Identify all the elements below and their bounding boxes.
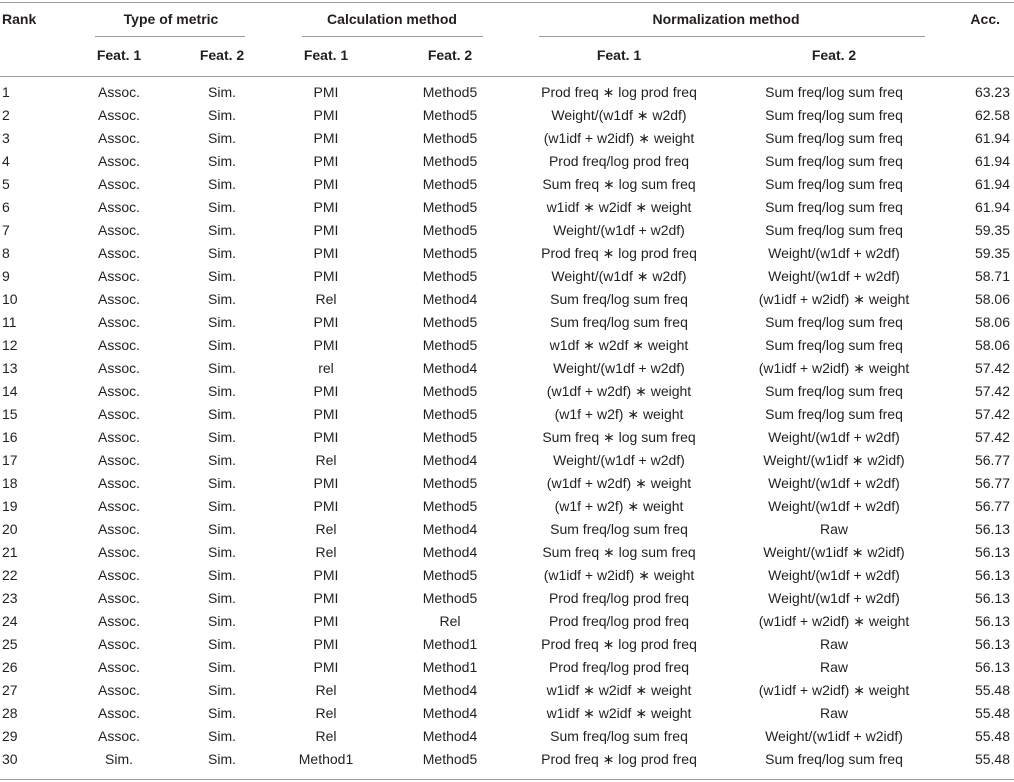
cell-calc-feat2: Method5 [422,153,478,169]
cell-norm-feat2: Sum freq/log sum freq [765,222,903,238]
cell-type-feat2: Sim. [208,452,236,468]
cell-rank: 11 [2,314,17,330]
cell-calc-feat2: Method4 [422,452,478,468]
header-acc: Acc. [970,11,1000,27]
cell-calc-feat1: Rel [315,452,337,468]
cell-norm-feat2: Sum freq/log sum freq [765,383,903,399]
cell-type-feat1: Assoc. [97,452,141,468]
cell-acc: 58.06 [974,291,1010,307]
cell-calc-feat2: Method5 [422,268,478,284]
cell-calc-feat1: Rel [315,705,337,721]
cell-calc-feat2: Method5 [422,314,478,330]
cell-type-feat1: Assoc. [97,475,141,491]
cell-calc-feat2: Method5 [422,383,478,399]
cell-calc-feat2: Method5 [422,107,478,123]
cell-norm-feat2: (w1idf + w2idf) ∗ weight [758,613,910,629]
cell-norm-feat1: w1idf ∗ w2idf ∗ weight [546,199,692,215]
cell-acc: 61.94 [974,176,1010,192]
cell-rank: 29 [2,728,18,744]
header-type-of-metric: Type of metric [123,11,219,27]
top-rule [0,2,1014,3]
cell-calc-feat2: Method5 [422,751,478,767]
cell-calc-feat1: PMI [313,383,339,399]
cell-norm-feat1: (w1df + w2df) ∗ weight [546,383,692,399]
cell-norm-feat2: Sum freq/log sum freq [765,751,903,767]
cell-calc-feat1: Rel [315,521,337,537]
cell-norm-feat1: Prod freq/log prod freq [548,153,690,169]
cell-acc: 56.77 [974,452,1010,468]
cell-type-feat1: Assoc. [97,314,141,330]
cell-calc-feat1: PMI [313,590,339,606]
cell-calc-feat2: Method5 [422,337,478,353]
cell-norm-feat1: Sum freq ∗ log sum freq [542,176,696,192]
header-rank: Rank [2,11,37,27]
cell-rank: 6 [2,199,10,215]
cell-norm-feat1: Sum freq/log sum freq [550,291,688,307]
cell-rank: 18 [2,475,18,491]
header-normalization-method: Normalization method [652,11,800,27]
cell-type-feat2: Sim. [208,337,236,353]
cell-type-feat2: Sim. [208,176,236,192]
calculation-method-rule [302,36,483,37]
cell-rank: 15 [2,406,18,422]
cell-rank: 5 [2,176,10,192]
cell-acc: 56.77 [974,498,1010,514]
cell-norm-feat2: Sum freq/log sum freq [765,107,903,123]
header-calc-feat2: Feat. 2 [427,47,473,63]
cell-norm-feat1: Prod freq/log prod freq [548,613,690,629]
cell-acc: 55.48 [974,682,1010,698]
cell-acc: 56.77 [974,475,1010,491]
cell-acc: 56.13 [974,613,1010,629]
cell-type-feat1: Assoc. [97,383,141,399]
cell-calc-feat2: Method4 [422,544,478,560]
header-norm-feat1: Feat. 1 [596,47,642,63]
cell-calc-feat2: Method5 [422,429,478,445]
cell-acc: 56.13 [974,567,1010,583]
cell-type-feat1: Assoc. [97,613,141,629]
cell-calc-feat1: PMI [313,268,339,284]
cell-type-feat2: Sim. [208,199,236,215]
cell-type-feat1: Assoc. [97,360,141,376]
cell-calc-feat2: Method5 [422,567,478,583]
cell-norm-feat2: Weight/(w1df + w2df) [768,245,900,261]
cell-rank: 26 [2,659,18,675]
cell-norm-feat2: (w1idf + w2idf) ∗ weight [758,291,910,307]
cell-acc: 58.06 [974,337,1010,353]
cell-acc: 56.13 [974,636,1010,652]
cell-calc-feat2: Method5 [422,199,478,215]
cell-calc-feat2: Method5 [422,176,478,192]
cell-calc-feat2: Method4 [422,291,478,307]
cell-type-feat1: Assoc. [97,176,141,192]
cell-calc-feat1: PMI [313,130,339,146]
cell-acc: 55.48 [974,751,1010,767]
cell-norm-feat2: Weight/(w1df + w2df) [768,567,900,583]
cell-acc: 58.71 [974,268,1010,284]
cell-norm-feat1: (w1df + w2df) ∗ weight [546,475,692,491]
cell-calc-feat2: Method5 [422,84,478,100]
cell-norm-feat1: Prod freq/log prod freq [548,590,690,606]
cell-type-feat1: Assoc. [97,84,141,100]
cell-type-feat2: Sim. [208,130,236,146]
cell-acc: 61.94 [974,153,1010,169]
cell-type-feat1: Assoc. [97,498,141,514]
cell-type-feat2: Sim. [208,521,236,537]
cell-acc: 56.13 [974,544,1010,560]
cell-norm-feat1: Sum freq/log sum freq [550,521,688,537]
cell-rank: 24 [2,613,18,629]
cell-type-feat1: Assoc. [97,130,141,146]
cell-rank: 23 [2,590,18,606]
cell-calc-feat2: Method5 [422,222,478,238]
cell-type-feat1: Assoc. [97,153,141,169]
cell-norm-feat1: Sum freq/log sum freq [550,728,688,744]
cell-norm-feat1: w1df ∗ w2df ∗ weight [549,337,689,353]
cell-norm-feat2: Raw [819,705,849,721]
cell-calc-feat2: Method5 [422,406,478,422]
cell-norm-feat2: Sum freq/log sum freq [765,199,903,215]
cell-rank: 13 [2,360,18,376]
cell-norm-feat2: Sum freq/log sum freq [765,337,903,353]
cell-norm-feat2: (w1idf + w2idf) ∗ weight [758,682,910,698]
cell-rank: 8 [2,245,10,261]
cell-rank: 7 [2,222,10,238]
cell-type-feat1: Assoc. [97,337,141,353]
cell-type-feat2: Sim. [208,498,236,514]
cell-norm-feat2: Weight/(w1df + w2df) [768,475,900,491]
cell-acc: 61.94 [974,199,1010,215]
cell-calc-feat1: PMI [313,475,339,491]
cell-rank: 28 [2,705,18,721]
cell-type-feat2: Sim. [208,751,236,767]
cell-calc-feat2: Method1 [422,636,478,652]
normalization-method-rule [539,36,925,37]
cell-calc-feat2: Method5 [422,245,478,261]
cell-calc-feat2: Method4 [422,360,478,376]
cell-type-feat2: Sim. [208,429,236,445]
cell-rank: 4 [2,153,10,169]
cell-acc: 59.35 [974,245,1010,261]
cell-type-feat1: Assoc. [97,659,141,675]
cell-calc-feat1: Method1 [298,751,354,767]
cell-rank: 9 [2,268,10,284]
cell-norm-feat1: Prod freq ∗ log prod freq [541,636,697,652]
cell-norm-feat1: Prod freq/log prod freq [548,659,690,675]
cell-calc-feat2: Method4 [422,521,478,537]
cell-acc: 57.42 [974,360,1010,376]
cell-calc-feat1: PMI [313,406,339,422]
cell-acc: 56.13 [974,659,1010,675]
cell-norm-feat1: Sum freq/log sum freq [550,314,688,330]
cell-calc-feat1: Rel [315,728,337,744]
cell-calc-feat1: PMI [313,613,339,629]
cell-type-feat1: Assoc. [97,199,141,215]
cell-type-feat2: Sim. [208,268,236,284]
cell-acc: 59.35 [974,222,1010,238]
cell-norm-feat2: Weight/(w1df + w2df) [768,429,900,445]
cell-norm-feat1: Prod freq ∗ log prod freq [541,84,697,100]
cell-calc-feat1: Rel [315,291,337,307]
cell-calc-feat2: Method4 [422,705,478,721]
bottom-rule [0,779,1014,780]
cell-type-feat1: Assoc. [97,245,141,261]
cell-rank: 17 [2,452,18,468]
cell-calc-feat1: PMI [313,107,339,123]
cell-type-feat1: Assoc. [97,107,141,123]
cell-calc-feat2: Rel [439,613,461,629]
cell-type-feat2: Sim. [208,682,236,698]
cell-type-feat1: Assoc. [97,268,141,284]
cell-rank: 10 [2,291,18,307]
cell-type-feat1: Assoc. [97,705,141,721]
cell-type-feat2: Sim. [208,659,236,675]
cell-calc-feat1: PMI [313,222,339,238]
cell-rank: 3 [2,130,10,146]
cell-type-feat2: Sim. [208,360,236,376]
cell-rank: 19 [2,498,18,514]
cell-type-feat2: Sim. [208,291,236,307]
cell-calc-feat1: PMI [313,199,339,215]
cell-norm-feat1: (w1idf + w2idf) ∗ weight [543,567,695,583]
cell-calc-feat2: Method1 [422,659,478,675]
cell-norm-feat1: Weight/(w1df ∗ w2df) [551,107,687,123]
header-bottom-rule [0,76,1014,77]
cell-acc: 58.06 [974,314,1010,330]
cell-calc-feat1: PMI [313,84,339,100]
cell-type-feat2: Sim. [208,636,236,652]
cell-norm-feat1: Weight/(w1df + w2df) [553,222,685,238]
cell-norm-feat2: Raw [819,521,849,537]
cell-acc: 62.58 [974,107,1010,123]
header-calc-feat1: Feat. 1 [303,47,349,63]
cell-rank: 12 [2,337,18,353]
cell-calc-feat1: PMI [313,636,339,652]
cell-norm-feat2: Raw [819,659,849,675]
header-type-feat2: Feat. 2 [199,47,245,63]
cell-rank: 2 [2,107,10,123]
cell-acc: 55.48 [974,728,1010,744]
cell-norm-feat1: Weight/(w1df + w2df) [553,452,685,468]
cell-norm-feat1: w1idf ∗ w2idf ∗ weight [546,705,692,721]
cell-norm-feat2: Weight/(w1df + w2df) [768,590,900,606]
cell-norm-feat1: Prod freq ∗ log prod freq [541,245,697,261]
cell-norm-feat1: (w1f + w2f) ∗ weight [554,498,684,514]
cell-rank: 22 [2,567,18,583]
cell-type-feat1: Assoc. [97,521,141,537]
cell-calc-feat1: PMI [313,153,339,169]
cell-norm-feat2: Sum freq/log sum freq [765,153,903,169]
cell-type-feat2: Sim. [208,613,236,629]
cell-rank: 14 [2,383,18,399]
cell-type-feat2: Sim. [208,383,236,399]
cell-type-feat2: Sim. [208,475,236,491]
header-norm-feat2: Feat. 2 [811,47,857,63]
cell-type-feat1: Assoc. [97,728,141,744]
cell-rank: 1 [2,84,10,100]
cell-type-feat2: Sim. [208,406,236,422]
cell-type-feat2: Sim. [208,728,236,744]
cell-norm-feat2: Weight/(w1df + w2df) [768,498,900,514]
cell-norm-feat2: Weight/(w1df + w2df) [768,268,900,284]
cell-norm-feat1: Sum freq ∗ log sum freq [542,544,696,560]
cell-type-feat1: Assoc. [97,544,141,560]
cell-calc-feat1: PMI [313,429,339,445]
cell-type-feat1: Assoc. [97,682,141,698]
cell-type-feat2: Sim. [208,222,236,238]
cell-acc: 57.42 [974,383,1010,399]
cell-calc-feat2: Method4 [422,682,478,698]
cell-calc-feat1: PMI [313,659,339,675]
cell-norm-feat1: Sum freq ∗ log sum freq [542,429,696,445]
cell-calc-feat1: Rel [315,544,337,560]
cell-type-feat2: Sim. [208,705,236,721]
cell-norm-feat1: Prod freq ∗ log prod freq [541,751,697,767]
cell-type-feat2: Sim. [208,567,236,583]
cell-norm-feat2: Sum freq/log sum freq [765,406,903,422]
cell-calc-feat1: PMI [313,176,339,192]
cell-type-feat1: Assoc. [97,406,141,422]
cell-norm-feat2: (w1idf + w2idf) ∗ weight [758,360,910,376]
header-type-feat1: Feat. 1 [96,47,142,63]
cell-rank: 20 [2,521,18,537]
cell-calc-feat1: PMI [313,245,339,261]
cell-type-feat1: Assoc. [97,291,141,307]
cell-calc-feat2: Method4 [422,728,478,744]
cell-acc: 55.48 [974,705,1010,721]
cell-calc-feat2: Method5 [422,130,478,146]
cell-type-feat1: Assoc. [97,636,141,652]
cell-calc-feat1: PMI [313,567,339,583]
cell-type-feat2: Sim. [208,544,236,560]
cell-norm-feat1: w1idf ∗ w2idf ∗ weight [546,682,692,698]
cell-norm-feat1: (w1f + w2f) ∗ weight [554,406,684,422]
cell-acc: 56.13 [974,521,1010,537]
cell-rank: 25 [2,636,18,652]
cell-type-feat1: Assoc. [97,222,141,238]
cell-acc: 57.42 [974,429,1010,445]
header-calculation-method: Calculation method [327,11,457,27]
cell-norm-feat2: Sum freq/log sum freq [765,314,903,330]
cell-norm-feat2: Weight/(w1idf ∗ w2idf) [763,544,905,560]
cell-type-feat2: Sim. [208,84,236,100]
cell-calc-feat1: PMI [313,314,339,330]
cell-calc-feat1: PMI [313,498,339,514]
cell-calc-feat1: rel [318,360,334,376]
cell-norm-feat1: Weight/(w1df + w2df) [553,360,685,376]
cell-norm-feat2: Sum freq/log sum freq [765,176,903,192]
type-of-metric-rule [95,36,245,37]
cell-acc: 61.94 [974,130,1010,146]
cell-calc-feat2: Method5 [422,475,478,491]
cell-norm-feat2: Weight/(w1idf ∗ w2idf) [763,452,905,468]
cell-norm-feat2: Sum freq/log sum freq [765,84,903,100]
cell-calc-feat2: Method5 [422,590,478,606]
cell-type-feat1: Assoc. [97,429,141,445]
cell-norm-feat2: Sum freq/log sum freq [765,130,903,146]
cell-acc: 63.23 [974,84,1010,100]
cell-norm-feat1: (w1idf + w2idf) ∗ weight [543,130,695,146]
cell-type-feat1: Assoc. [97,590,141,606]
cell-rank: 30 [2,751,18,767]
cell-calc-feat1: PMI [313,337,339,353]
cell-norm-feat2: Raw [819,636,849,652]
cell-type-feat2: Sim. [208,314,236,330]
cell-rank: 27 [2,682,18,698]
cell-type-feat2: Sim. [208,245,236,261]
cell-acc: 57.42 [974,406,1010,422]
cell-norm-feat1: Weight/(w1df ∗ w2df) [551,268,687,284]
cell-norm-feat2: Weight/(w1idf + w2idf) [765,728,903,744]
cell-type-feat2: Sim. [208,107,236,123]
cell-type-feat2: Sim. [208,153,236,169]
cell-acc: 56.13 [974,590,1010,606]
cell-calc-feat1: Rel [315,682,337,698]
cell-rank: 16 [2,429,18,445]
cell-type-feat1: Assoc. [97,567,141,583]
cell-rank: 21 [2,544,18,560]
cell-type-feat1: Sim. [105,751,133,767]
cell-type-feat2: Sim. [208,590,236,606]
cell-calc-feat2: Method5 [422,498,478,514]
